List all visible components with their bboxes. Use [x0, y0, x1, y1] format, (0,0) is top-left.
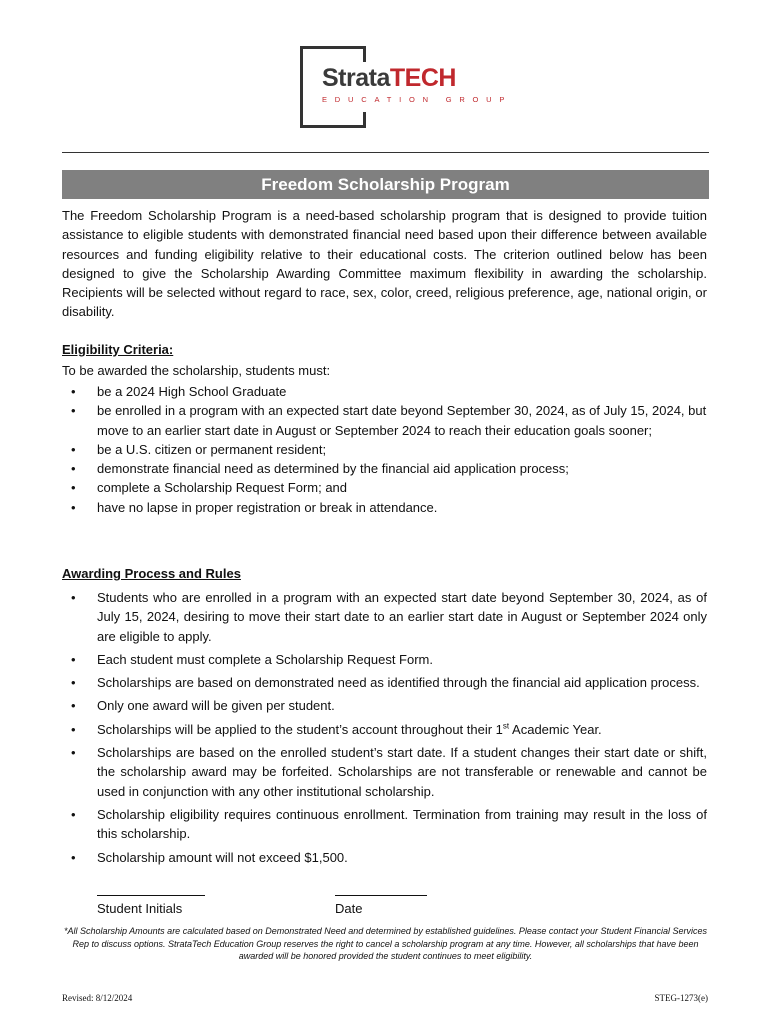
bullet-icon: • — [71, 806, 76, 822]
list-item — [62, 805, 707, 844]
logo-frame — [363, 46, 366, 62]
list-item — [62, 588, 707, 646]
initials-label: Student Initials — [97, 901, 183, 916]
bullet-icon: • — [71, 384, 76, 399]
list-item — [62, 743, 707, 801]
bullet-icon: • — [71, 721, 76, 737]
eligibility-lead: To be awarded the scholarship, students must: — [62, 363, 331, 378]
logo-frame — [300, 46, 366, 49]
bullet-icon: • — [71, 403, 76, 419]
bullet-icon: • — [71, 590, 76, 605]
date-label: Date — [335, 901, 363, 916]
list-item — [62, 673, 707, 692]
bullet-icon: • — [71, 461, 76, 477]
eligibility-heading: Eligibility Criteria: — [62, 342, 174, 357]
list-item — [62, 440, 707, 459]
list-item-text: demonstrate financial need as determined by the financial aid application process; — [97, 461, 569, 477]
bullet-icon: • — [71, 651, 76, 667]
company-logo — [300, 46, 513, 130]
header-divider — [62, 152, 709, 153]
footnote: *All Scholarship Amounts are calculated based on Demonstrated Need and determined by established guidelines. Please contact your Student Financial Services Rep to discuss options. StrataTech Education Group reserves the right to cancel a scholarship program at any time. However, all scholarships that have been awarded will be honored provided the student continues to meet eligibility. — [63, 926, 708, 962]
document-title: Freedom Scholarship Program — [62, 170, 709, 199]
awarding-list — [62, 588, 707, 871]
list-item-text: Scholarships will be applied to the student’s account throughout their 1 — [97, 721, 503, 737]
list-item-text: Each student must complete a Scholarship Request Form. — [97, 651, 433, 667]
list-item — [62, 696, 707, 715]
list-item-text: be enrolled in a program with an expected start date beyond September 30, 2024, as of July 15, 2024, but move to an earlier start date in August or September 2024 to reach their education goals sooner; — [97, 403, 707, 438]
bullet-icon: • — [71, 745, 76, 761]
initials-signature-line[interactable] — [97, 895, 205, 896]
list-item — [62, 478, 707, 497]
list-item-text: have no lapse in proper registration or break in attendance. — [97, 499, 438, 515]
list-item-text: Scholarship amount will not exceed $1,500. — [97, 849, 348, 865]
logo-wordmark — [322, 64, 456, 93]
bullet-icon: • — [71, 698, 76, 714]
bullet-icon: • — [71, 480, 76, 496]
list-item — [62, 848, 707, 867]
list-item-text: Students who are enrolled in a program with an expected start date beyond September 30, 2024, as of July 15, 2024, desiring to move their start date to an earlier start date in August or September 2024 only are eligible to apply. — [97, 590, 707, 644]
list-item-text: Scholarships are based on demonstrated need as identified through the financial aid application process. — [97, 675, 700, 691]
list-item — [62, 401, 707, 440]
list-item — [62, 382, 707, 401]
bullet-icon: • — [71, 849, 76, 865]
bullet-icon: • — [71, 499, 76, 515]
list-item-text: Scholarships are based on the enrolled student’s start date. If a student changes their start date or shift, the scholarship award may be forfeited. Scholarships are not transferable or renewable and cannot be used in conjunction with any other institutional scholarship. — [97, 745, 707, 799]
form-code: STEG-1273(e) — [654, 993, 708, 1003]
logo-frame — [363, 112, 366, 128]
intro-paragraph: The Freedom Scholarship Program is a need-based scholarship program that is designed to provide tuition assistance to eligible students with demonstrated financial need based upon their difference between available resources and funding eligibility relative to their educational costs. The criterion outlined below has been designed to give the Scholarship Awarding Committee maximum flexibility in awarding the scholarship. Recipients will be selected without regard to race, sex, color, creed, religious preference, age, national origin, or disability. — [62, 208, 707, 320]
eligibility-list — [62, 382, 707, 517]
list-item — [62, 650, 707, 669]
ordinal-suffix: st — [502, 721, 510, 731]
list-item-text: Academic Year. — [509, 721, 602, 737]
list-item-text: be a 2024 High School Graduate — [97, 384, 287, 399]
bullet-icon: • — [71, 675, 76, 691]
list-item-text: complete a Scholarship Request Form; and — [97, 480, 348, 496]
logo-name-right: TECH — [389, 64, 456, 92]
revision-date: Revised: 8/12/2024 — [62, 993, 133, 1003]
logo-name-left: Strata — [322, 64, 390, 92]
date-signature-line[interactable] — [335, 895, 427, 896]
list-item-text: Only one award will be given per student. — [97, 698, 335, 714]
list-item — [62, 720, 707, 739]
bullet-icon: • — [71, 441, 76, 457]
list-item — [62, 459, 707, 478]
logo-frame — [300, 46, 303, 128]
awarding-heading: Awarding Process and Rules — [62, 566, 241, 581]
list-item-text: Scholarship eligibility requires continuous enrollment. Termination from training may result in the loss of this scholarship. — [97, 806, 707, 842]
list-item — [62, 498, 707, 517]
logo-subtitle: EDUCATION GROUP — [322, 95, 513, 104]
logo-frame — [300, 125, 366, 128]
list-item-text: be a U.S. citizen or permanent resident; — [97, 441, 327, 457]
